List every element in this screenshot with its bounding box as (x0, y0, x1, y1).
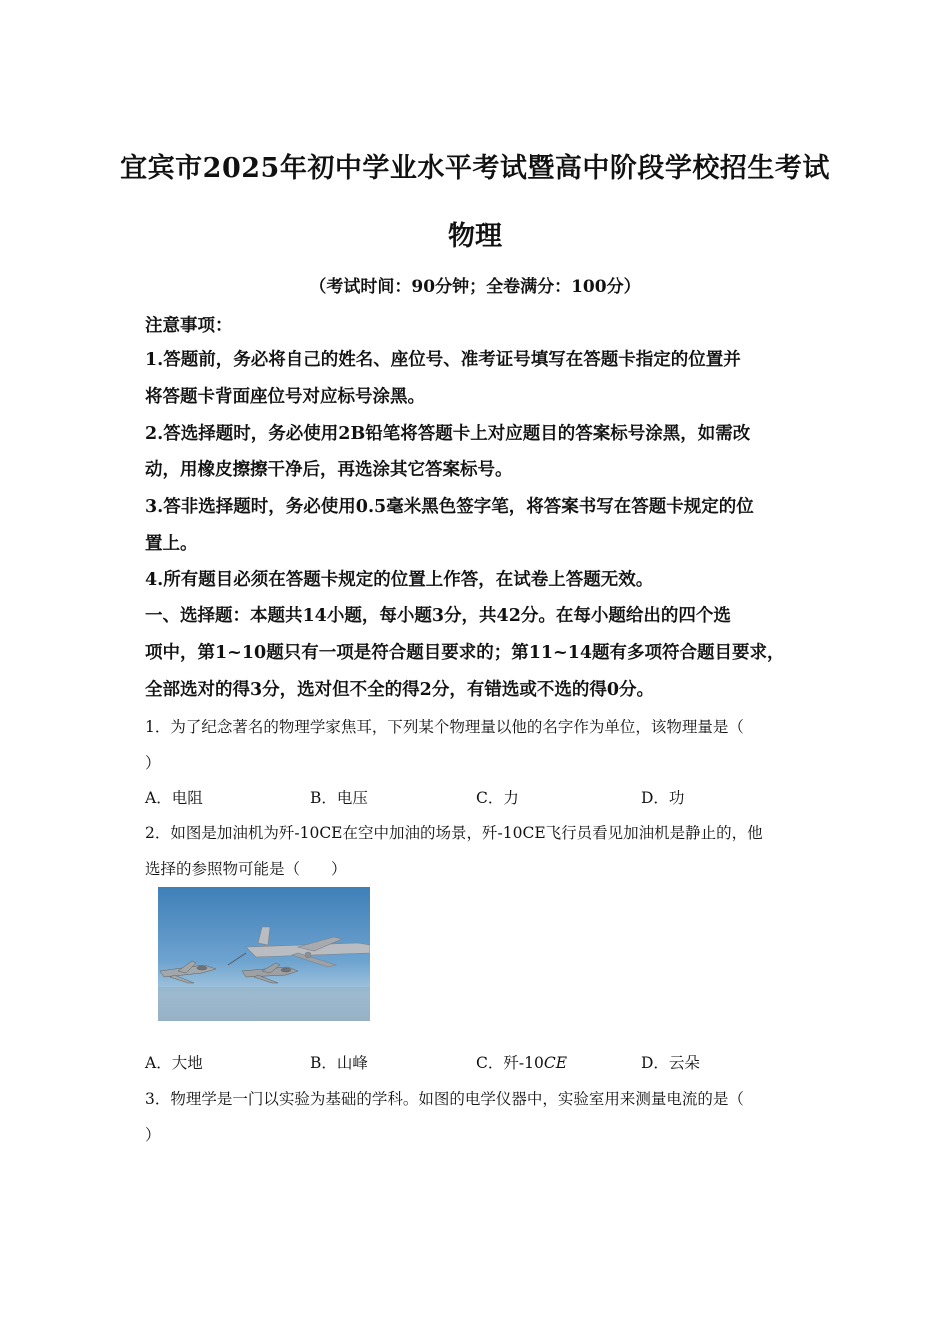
option-d: D．功 (641, 789, 685, 807)
option-c-italic: CE (543, 1054, 568, 1072)
section-instruction-line: 全部选对的得3分，选对但不全的得2分，有错选或不选的得0分。 (145, 680, 655, 700)
question-2-text: 2．如图是加油机为歼-10CE在空中加油的场景，歼-10CE飞行员看见加油机是静止的，他 (145, 824, 763, 842)
option-d: D．云朵 (641, 1054, 700, 1072)
notice-heading: 注意事项： (145, 316, 233, 336)
question-2-text: 选择的参照物可能是（ ） (145, 860, 347, 878)
option-c: C．力 (476, 789, 519, 807)
refueling-aircraft-photo (158, 887, 370, 1021)
question-3-text: ） (145, 1126, 161, 1144)
option-a: A．电阻 (145, 789, 203, 807)
option-b: B．山峰 (310, 1054, 368, 1072)
question-3-text: 3．物理学是一门以实验为基础的学科。如图的电学仪器中，实验室用来测量电流的是（ (145, 1090, 744, 1108)
option-c-text: C．歼-10 (476, 1054, 544, 1072)
subject-title: 物理 (448, 221, 502, 252)
exam-title: 宜宾市2025年初中学业水平考试暨高中阶段学校招生考试 (120, 153, 830, 184)
notice-line: 置上。 (145, 534, 198, 554)
exam-info: （考试时间：90分钟；全卷满分：100分） (309, 277, 641, 297)
option-b: B．电压 (310, 789, 368, 807)
option-c (476, 1051, 567, 1073)
notice-line: 4.所有题目必须在答题卡规定的位置上作答，在试卷上答题无效。 (145, 570, 654, 590)
notice-line: 1.答题前，务必将自己的姓名、座位号、准考证号填写在答题卡指定的位置并 (145, 350, 741, 370)
section-instruction-line: 项中，第1~10题只有一项是符合题目要求的；第11~14题有多项符合题目要求， (145, 643, 785, 663)
notice-line: 动，用橡皮擦擦干净后，再选涂其它答案标号。 (145, 460, 513, 480)
option-a: A．大地 (145, 1054, 203, 1072)
notice-line: 2.答选择题时，务必使用2B铅笔将答题卡上对应题目的答案标号涂黑，如需改 (145, 424, 751, 444)
notice-line: 3.答非选择题时，务必使用0.5毫米黑色签字笔，将答案书写在答题卡规定的位 (145, 497, 754, 517)
section-instruction-line: 一、选择题：本题共14小题，每小题3分，共42分。在每小题给出的四个选 (145, 606, 731, 626)
notice-line: 将答题卡背面座位号对应标号涂黑。 (145, 387, 425, 407)
question-1-text: ） (145, 754, 161, 772)
question-1-text: 1．为了纪念著名的物理学家焦耳，下列某个物理量以他的名字作为单位，该物理量是（ (145, 718, 744, 736)
